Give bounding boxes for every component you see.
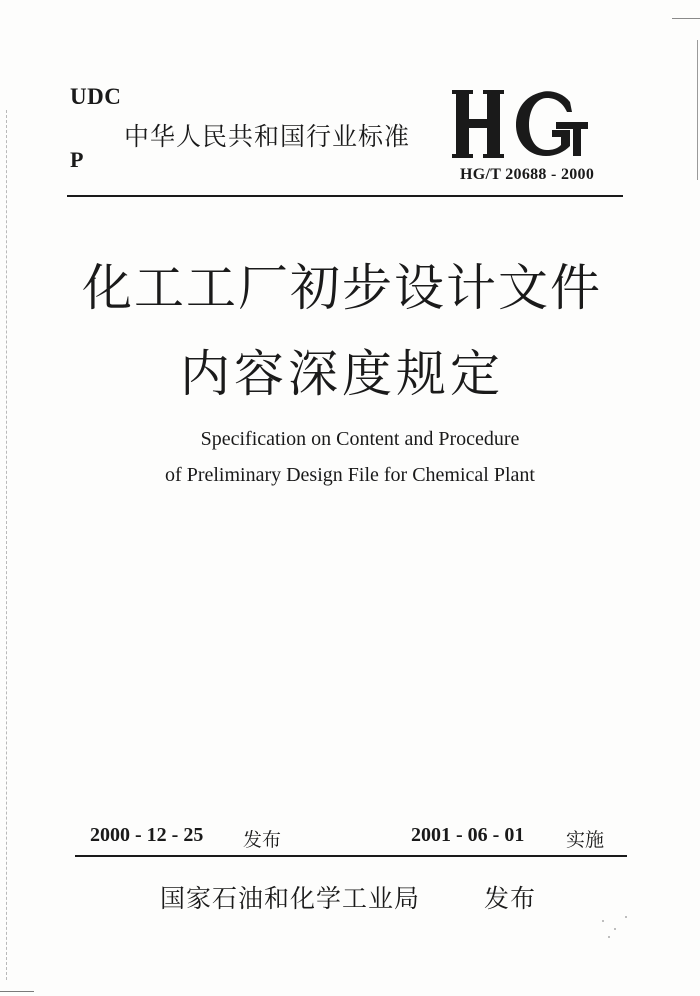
implementation-label: 实施	[566, 829, 605, 851]
hg-logo-icon	[452, 88, 592, 160]
publish-label: 发布	[484, 884, 537, 913]
scan-edge-right	[697, 40, 698, 180]
scan-speck	[614, 928, 616, 930]
scan-edge-left	[6, 110, 8, 980]
hg-logo-h: HG	[452, 88, 454, 89]
issue-label: 发布	[243, 829, 282, 851]
title-chinese-line-2: 内容深度规定	[180, 345, 504, 403]
footer-divider	[75, 855, 627, 857]
title-chinese-line-1: 化工工厂初步设计文件	[82, 259, 602, 317]
udc-label: UDC	[70, 84, 122, 109]
scan-speck	[625, 916, 627, 918]
scan-speck	[608, 936, 610, 938]
standard-category-name: 中华人民共和国行业标准	[124, 122, 411, 151]
issue-date: 2000 - 12 - 25	[90, 824, 204, 846]
header-divider	[67, 195, 623, 197]
scan-edge-bottom	[0, 991, 34, 992]
standard-code: HG/T 20688 - 2000	[460, 166, 595, 183]
title-english-line-2: of Preliminary Design File for Chemical Plant	[165, 464, 535, 486]
scan-edge-top	[672, 18, 700, 19]
classification-code: P	[70, 147, 84, 172]
implementation-date: 2001 - 06 - 01	[411, 824, 525, 846]
scan-speck	[602, 920, 604, 922]
title-english-line-1: Specification on Content and Procedure	[200, 428, 520, 450]
publisher-name: 国家石油和化学工业局	[160, 884, 421, 913]
